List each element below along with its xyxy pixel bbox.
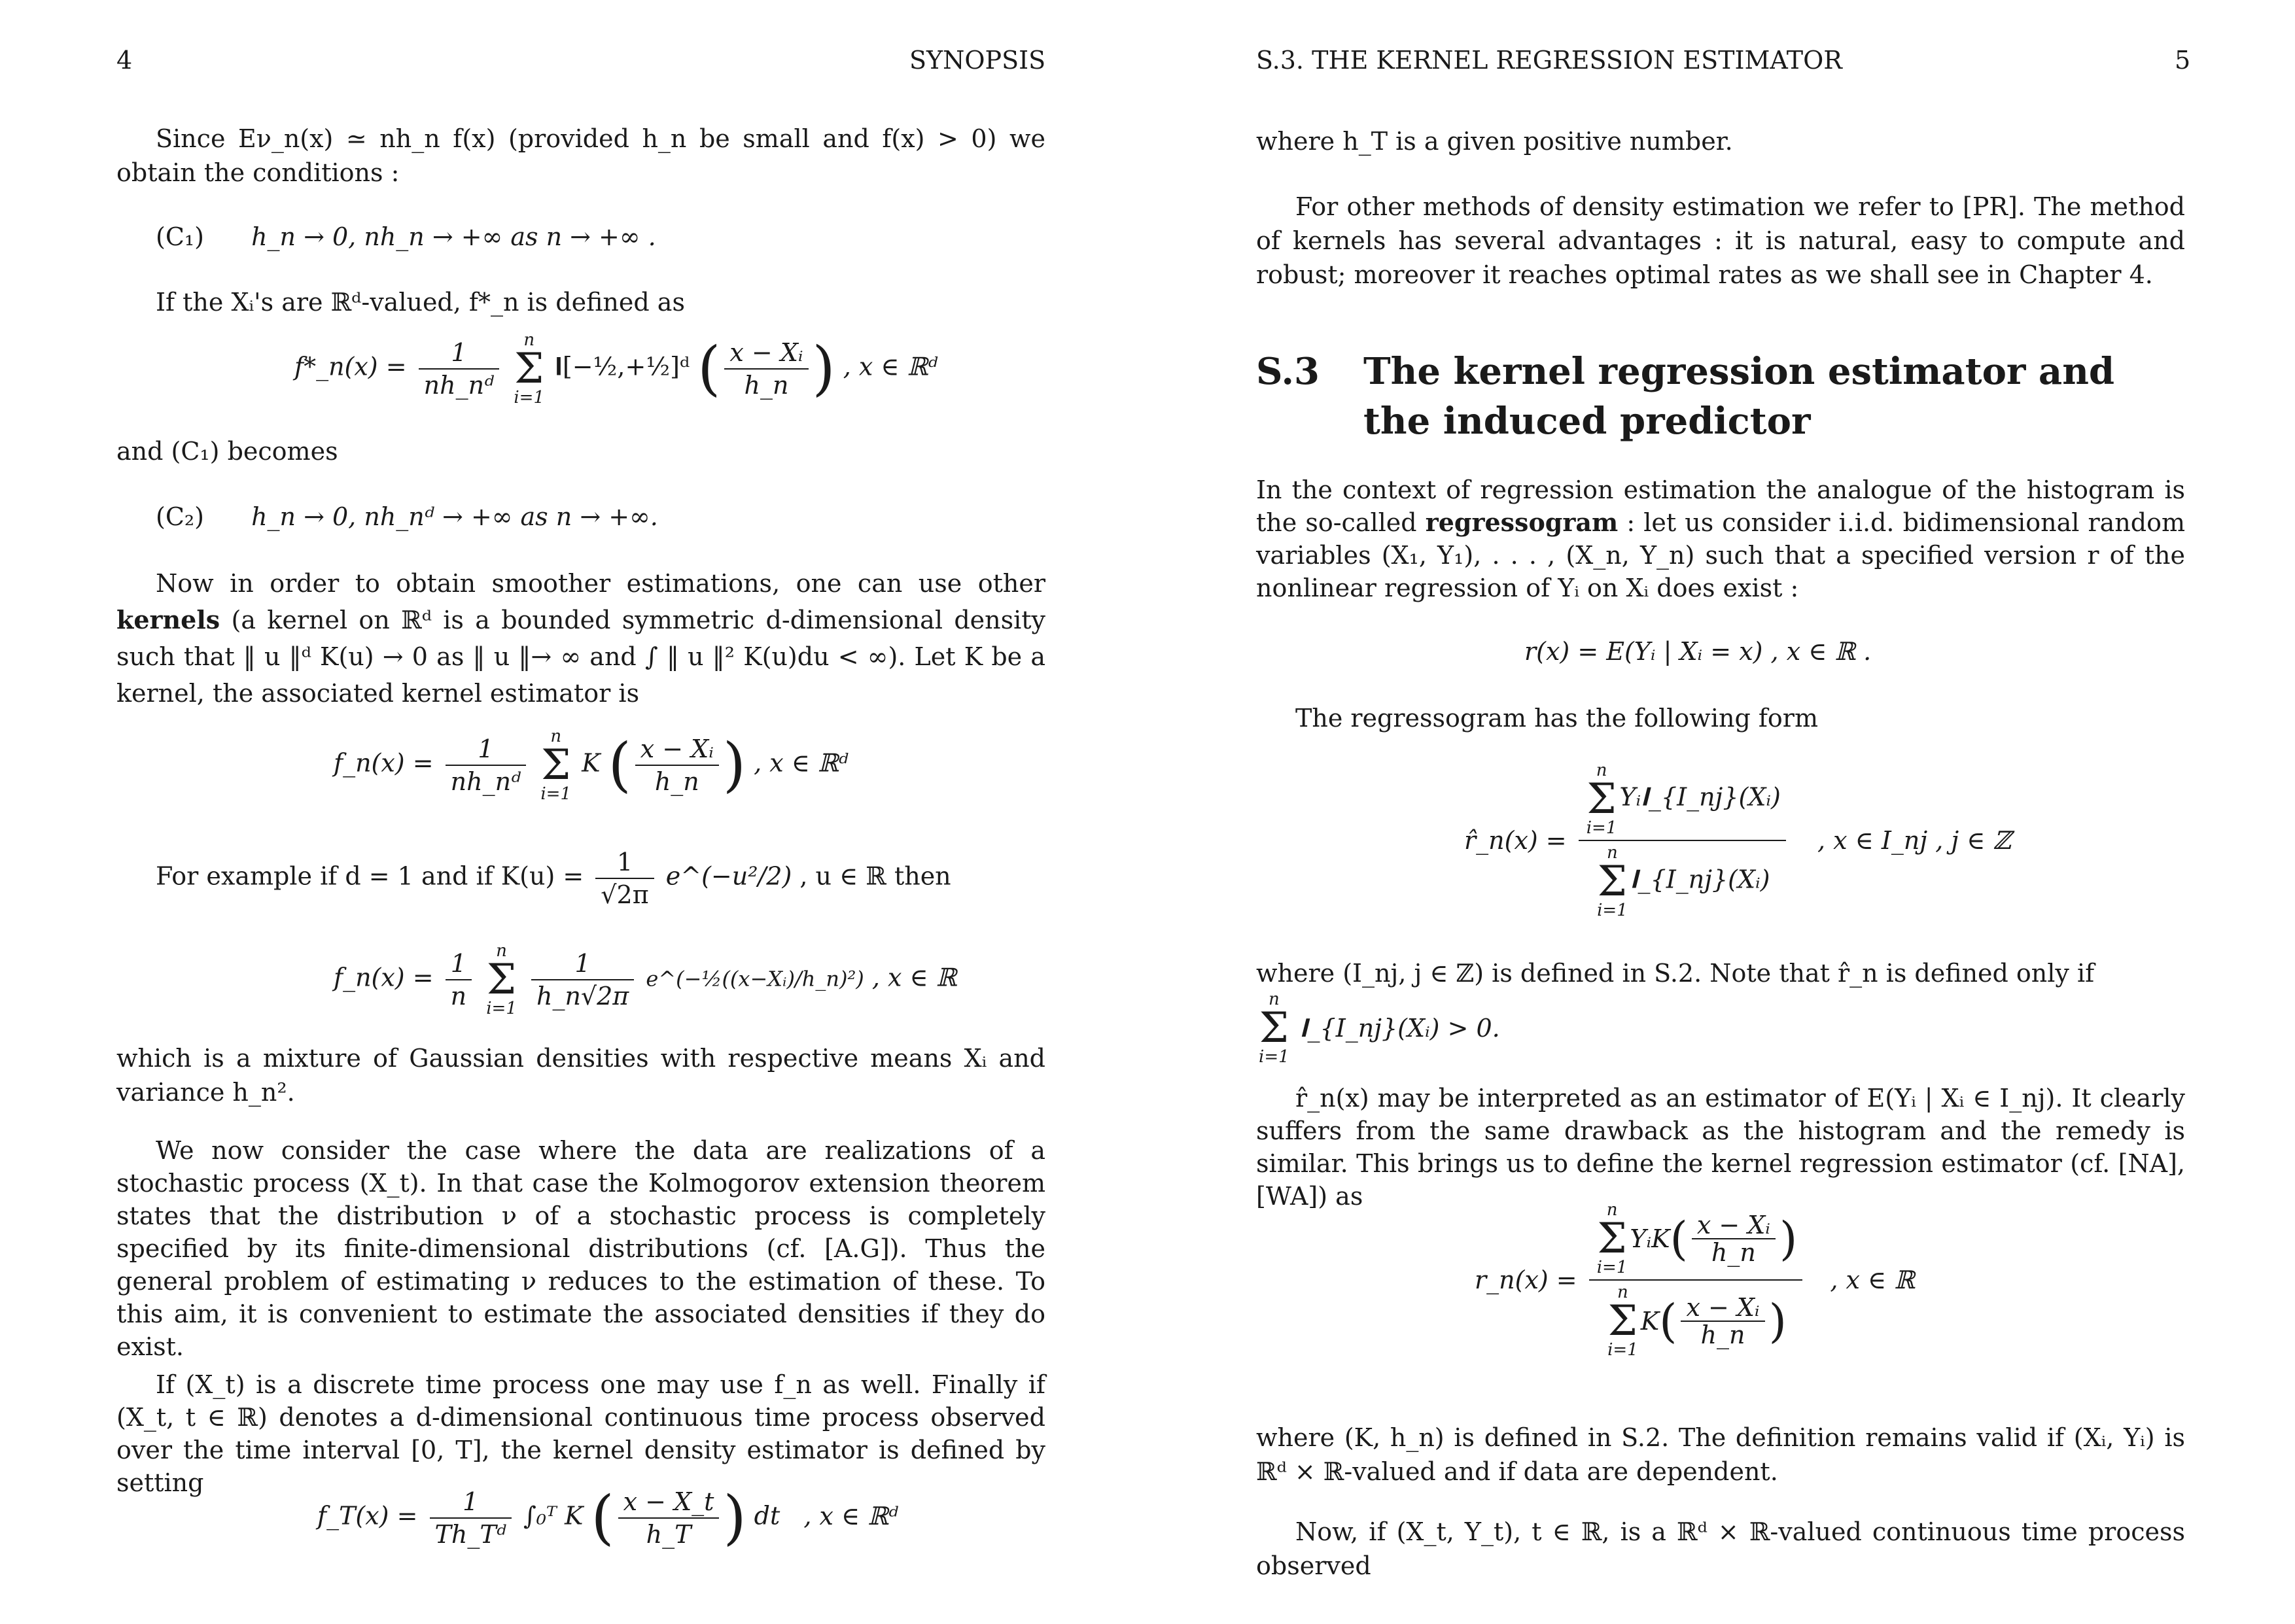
left-running-head: SYNOPSIS <box>909 46 1046 75</box>
p5-exp: e^(−u²/2) <box>665 861 792 891</box>
eq4-fraction <box>430 1486 512 1550</box>
eq2-inner-den: h_n <box>654 767 699 796</box>
ineq-body: 𝐈_{I_nj}(Xᵢ) > 0. <box>1299 1014 1500 1043</box>
eq7-num-inner-num: x − Xᵢ <box>1692 1212 1776 1239</box>
p5-fraction <box>595 846 654 910</box>
section-number: S.3 <box>1256 350 1320 393</box>
eq3-fraction <box>446 948 472 1012</box>
p5-pre: For example if d = 1 and if K(u) = <box>156 861 584 891</box>
eq7-den-sum-bot: i=1 <box>1607 1340 1638 1360</box>
left-paragraph-7: We now consider the case where the data are realizations of a stochastic process (X_t). In that case the Kolmogorov extension theorem states that the distribution ν of a stochastic process is completely specified by its finite-dimensional distributions (cf. [A.G]). Thus the general problem of estimating ν reduces to the estimation of these. To this aim, it is convenient to estimate the associated densities if they do exist. <box>116 1136 1045 1361</box>
eq2-sum-top: n <box>550 727 562 746</box>
eq1-inner-num: x − Xᵢ <box>724 337 808 370</box>
eq2-frac-num: 1 <box>446 733 527 766</box>
eq1-sum: n Σ i=1 <box>514 330 545 407</box>
eq3-sum-bot: i=1 <box>486 999 517 1018</box>
eq3-frac2-den: h_n√2π <box>536 982 629 1011</box>
condition-c2 <box>156 500 658 534</box>
section-title: The kernel regression estimator and the induced predictor <box>1363 350 2115 443</box>
equation-regressogram <box>1464 761 2011 920</box>
eq1-inner-fraction <box>724 337 808 401</box>
left-paragraph-4: Now in order to obtain smoother estimations, one can use other kernels (a kernel on ℝᵈ is a bounded symmetric d-dimensional density such that ‖ u ‖ᵈ K(u) → 0 as ‖ u ‖→ ∞ and ∫ ‖ u ‖² K(u)du < ∞). Let K be a kernel, the associated kernel estimator is <box>116 569 1045 708</box>
equation-gaussian-mixture <box>334 942 956 1018</box>
equation-kernel-regression <box>1475 1201 1915 1359</box>
inequality-indicator-sum <box>1256 990 1500 1066</box>
condition-c2-label: (C₂) <box>156 502 204 531</box>
eq1-frac-num: 1 <box>419 337 500 370</box>
eq1-sum-bot: i=1 <box>514 388 545 407</box>
p5-post: , u ∈ ℝ then <box>799 861 951 891</box>
ineq-sum-top: n <box>1268 990 1280 1009</box>
right-paragraph-1: where h_T is a given positive number. <box>1256 127 1733 156</box>
eq3-domain: , x ∈ ℝ <box>871 963 957 992</box>
condition-c1-label: (C₁) <box>156 222 204 251</box>
right-paragraph-5: where (I_nj, j ∈ ℤ) is defined in S.2. Note that r̂_n is defined only if <box>1256 959 2095 988</box>
eq6-num-sum: n Σ i=1 <box>1586 761 1617 838</box>
eq6-num-sum-bot: i=1 <box>1586 818 1617 838</box>
equation-continuous-time-estimator: f_T(x) = $\frac{1}{\text{Th\_Tᵈ}}$ ∫₀ᵀ K ( $\frac{x - X\_t}{h\_T}$ ) dt , x ∈ ℝᵈ <box>317 1483 899 1552</box>
example-gaussian-kernel <box>156 846 951 910</box>
eq2-lhs: f_n(x) = <box>334 748 434 778</box>
eq6-den-sum-top: n <box>1607 843 1618 863</box>
equation-kernel-estimator: f_n(x) = $\frac{1}{\text{nh\_nᵈ}}$ n Σ i=1 K ( $\frac{\text{x − Xᵢ}}{h\_n}$ ) , x ∈ ℝᵈ <box>334 727 849 804</box>
eq6-fraction <box>1579 761 1786 920</box>
eq7-fraction: n Σ i=1 YᵢK( $\frac{\text{x − Xᵢ}}{h\_n}$ ) n Σ i=1 K( $\frac{\text{x − Xᵢ}}{h\_n}$ ) <box>1589 1201 1803 1359</box>
eq1-sum-top: n <box>523 330 535 350</box>
eq3-lhs: f_n(x) = <box>334 963 434 992</box>
left-paragraph-2: If the Xᵢ's are ℝᵈ-valued, f*_n is defined as <box>156 288 685 317</box>
eq4-frac-den: Th_Tᵈ <box>434 1520 506 1549</box>
eq2-inner-num: x − Xᵢ <box>635 733 719 766</box>
eq4-frac-num: 1 <box>430 1486 512 1519</box>
eq3-exp: e^(−½((x−Xᵢ)/h_n)²) <box>646 966 864 992</box>
equation-histogram: f*_n(x) = $\frac{1}{\text{nh\_nᵈ}}$ n Σ i=1 𝐈[−½,+½]ᵈ ( $\frac{\text{x − Xᵢ}}{h\_n}$ ) , x ∈ ℝᵈ <box>294 330 938 407</box>
eq6-domain: , x ∈ I_nj , j ∈ ℤ <box>1817 826 2012 855</box>
right-paragraph-3: In the context of regression estimation the analogue of the histogram is the so-called regressogram : let us consider i.i.d. bidimensional random variables (X₁, Y₁), . . . , (X_n, Y_n) such that a specified version r of the nonlinear regression of Yᵢ on Xᵢ does exist : <box>1256 475 2185 602</box>
eq7-num-body: YᵢK <box>1630 1224 1670 1253</box>
right-paragraph-6: r̂_n(x) may be interpreted as an estimator of E(Yᵢ | Xᵢ ∈ I_nj). It clearly suffers from the same drawback as the histogram and the remedy is similar. This brings us to define the kernel regression estimator (cf. [NA], [WA]) as <box>1256 1084 2185 1211</box>
condition-c1-body: h_n → 0, nh_n → +∞ as n → +∞ . <box>251 222 656 251</box>
right-paragraph-7: where (K, h_n) is defined in S.2. The definition remains valid if (Xᵢ, Yᵢ) is ℝᵈ × ℝ-valued and if data are dependent. <box>1256 1423 2185 1486</box>
right-paragraph-4: The regressogram has the following form <box>1295 704 1819 733</box>
right-paragraph-8: Now, if (X_t, Y_t), t ∈ ℝ, is a ℝᵈ × ℝ-valued continuous time process observed <box>1256 1517 2185 1580</box>
left-paragraph-1: Since Eν_n(x) ≃ nh_n f(x) (provided h_n be small and f(x) > 0) we obtain the conditions : <box>116 124 1045 187</box>
right-paragraph-2: For other methods of density estimation we refer to [PR]. The method of kernels has several advantages : it is natural, easy to compute and robust; moreover it reaches optimal rates as we shall see in Chapter 4. <box>1256 192 2185 289</box>
eq7-den-sum-top: n <box>1617 1283 1628 1302</box>
eq1-body: 𝐈[−½,+½]ᵈ <box>555 352 690 381</box>
eq4-lhs: f_T(x) = <box>317 1501 418 1530</box>
eq7-num-inner-fraction <box>1692 1212 1776 1266</box>
p5-frac-den: √2π <box>601 880 649 909</box>
eq4-domain: , x ∈ ℝᵈ <box>803 1501 899 1530</box>
eq3-frac-den: n <box>450 982 467 1011</box>
eq2-frac-den: nh_nᵈ <box>450 767 521 796</box>
eq7-den-sum: n Σ i=1 <box>1607 1283 1638 1360</box>
left-paragraph-6: which is a mixture of Gaussian densities with respective means Xᵢ and variance h_n². <box>116 1044 1045 1107</box>
eq7-num-sum: n Σ i=1 <box>1596 1200 1628 1277</box>
eq3-fraction-2 <box>531 948 634 1012</box>
eq1-inner-den: h_n <box>744 371 789 400</box>
eq7-num-sum-top: n <box>1606 1200 1618 1220</box>
left-paragraph-3: and (C₁) becomes <box>116 437 338 466</box>
left-paragraph-4-bold-term: kernels <box>116 605 220 634</box>
p5-frac-num: 1 <box>595 846 654 879</box>
eq3-sum: n Σ i=1 <box>486 941 517 1018</box>
eq1-domain: , x ∈ ℝᵈ <box>843 352 938 381</box>
equation-regression-function: r(x) = E(Yᵢ | Xᵢ = x) , x ∈ ℝ . <box>1524 637 1872 666</box>
right-page-number: 5 <box>2175 46 2191 75</box>
eq7-den-body: K <box>1640 1307 1660 1336</box>
right-paragraph-3-bold-term: regressogram <box>1425 508 1619 537</box>
eq7-den-inner-num: x − Xᵢ <box>1681 1294 1764 1322</box>
ineq-sum-bot: i=1 <box>1259 1047 1289 1067</box>
eq4-tail: dt <box>754 1501 780 1530</box>
eq6-num-sum-top: n <box>1596 761 1607 780</box>
eq1-fraction <box>419 337 500 401</box>
eq3-sum-top: n <box>496 941 507 961</box>
right-page <box>1148 0 2295 1624</box>
eq3-frac-num: 1 <box>446 948 472 980</box>
eq7-den-inner-den: h_n <box>1700 1321 1745 1349</box>
eq2-fraction <box>446 733 527 797</box>
eq7-num-sum-bot: i=1 <box>1596 1258 1628 1277</box>
left-page-number: 4 <box>116 46 133 75</box>
eq6-lhs: r̂_n(x) = <box>1464 826 1567 855</box>
eq2-sum: n Σ i=1 <box>540 727 572 804</box>
eq7-lhs: r_n(x) = <box>1475 1266 1577 1294</box>
condition-c1 <box>156 220 656 254</box>
left-paragraph-8: If (X_t) is a discrete time process one may use f_n as well. Finally if (X_t, t ∈ ℝ) denotes a d-dimensional continuous time process observed over the time interval [0, T], the kernel density estimator is defined by setting <box>116 1370 1045 1497</box>
eq2-body: K <box>582 748 601 778</box>
eq2-sum-bot: i=1 <box>540 784 572 804</box>
eq4-inner-fraction <box>618 1486 720 1550</box>
eq7-domain: , x ∈ ℝ <box>1830 1266 1915 1294</box>
eq3-frac2-num: 1 <box>531 948 634 980</box>
eq4-int: ∫₀ᵀ K <box>523 1501 584 1530</box>
eq7-den-inner-fraction <box>1681 1294 1764 1348</box>
eq4-inner-den: h_T <box>646 1520 692 1549</box>
eq2-domain: , x ∈ ℝᵈ <box>754 748 849 778</box>
eq6-den-sum-bot: i=1 <box>1597 901 1628 920</box>
eq6-num-body: Yᵢ𝐈_{I_nj}(Xᵢ) <box>1619 782 1781 812</box>
eq1-frac-den: nh_nᵈ <box>423 371 495 400</box>
ineq-sum: n Σ i=1 <box>1259 990 1289 1067</box>
right-running-head: S.3. THE KERNEL REGRESSION ESTIMATOR <box>1256 46 1842 75</box>
eq4-inner-num: x − X_t <box>618 1486 720 1519</box>
eq7-num-inner-den: h_n <box>1711 1238 1756 1267</box>
eq2-inner-fraction <box>635 733 719 797</box>
eq6-den-body: 𝐈_{I_nj}(Xᵢ) <box>1630 865 1770 894</box>
condition-c2-body: h_n → 0, nh_nᵈ → +∞ as n → +∞. <box>251 502 658 531</box>
eq6-den-sum: n Σ i=1 <box>1597 843 1628 920</box>
eq1-lhs: f*_n(x) = <box>294 352 407 381</box>
